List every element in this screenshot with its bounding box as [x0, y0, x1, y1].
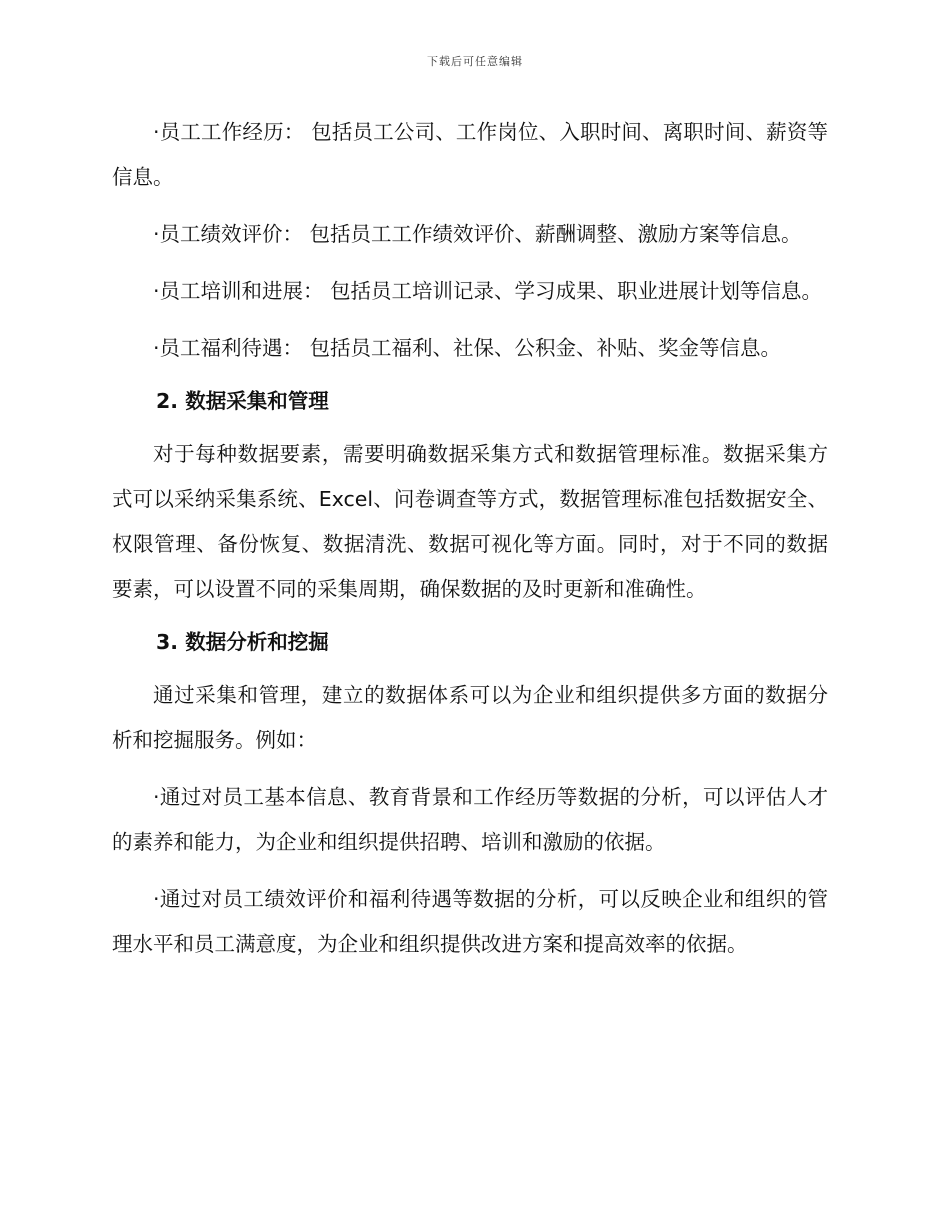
bullet-analysis-management: ·通过对员工绩效评价和福利待遇等数据的分析，可以反映企业和组织的管理水平和员工满意度，为企业和组织提供改进方案和提高效率的依据。 — [112, 887, 828, 956]
section-heading-3: 3. 数据分析和挖掘 — [156, 630, 329, 654]
document-body — [112, 110, 828, 967]
bullet-training: ·员工培训和进展： 包括员工培训记录、学习成果、职业进展计划等信息。 — [153, 279, 823, 303]
bullet-performance: ·员工绩效评价： 包括员工工作绩效评价、薪酬调整、激励方案等信息。 — [153, 222, 802, 246]
section-heading-2: 2. 数据采集和管理 — [156, 389, 329, 413]
paragraph-data-analysis: 通过采集和管理，建立的数据体系可以为企业和组织提供多方面的数据分析和挖掘服务。例如： — [112, 683, 828, 752]
page-header: 下载后可任意编辑 — [427, 55, 523, 68]
bullet-work-history: ·员工工作经历： 包括员工公司、工作岗位、入职时间、离职时间、薪资等信息。 — [112, 120, 828, 189]
bullet-welfare: ·员工福利待遇： 包括员工福利、社保、公积金、补贴、奖金等信息。 — [153, 336, 782, 360]
bullet-analysis-talent: ·通过对员工基本信息、教育背景和工作经历等数据的分析，可以评估人才的素养和能力，为企业和组织提供招聘、培训和激励的依据。 — [112, 785, 828, 854]
paragraph-data-collection: 对于每种数据要素，需要明确数据采集方式和数据管理标准。数据采集方式可以采纳采集系统、Excel、问卷调查等方式，数据管理标准包括数据安全、权限管理、备份恢复、数据清洗、数据可视化等方面。同时，对于不同的数据要素，可以设置不同的采集周期，确保数据的及时更新和准确性。 — [112, 442, 828, 601]
